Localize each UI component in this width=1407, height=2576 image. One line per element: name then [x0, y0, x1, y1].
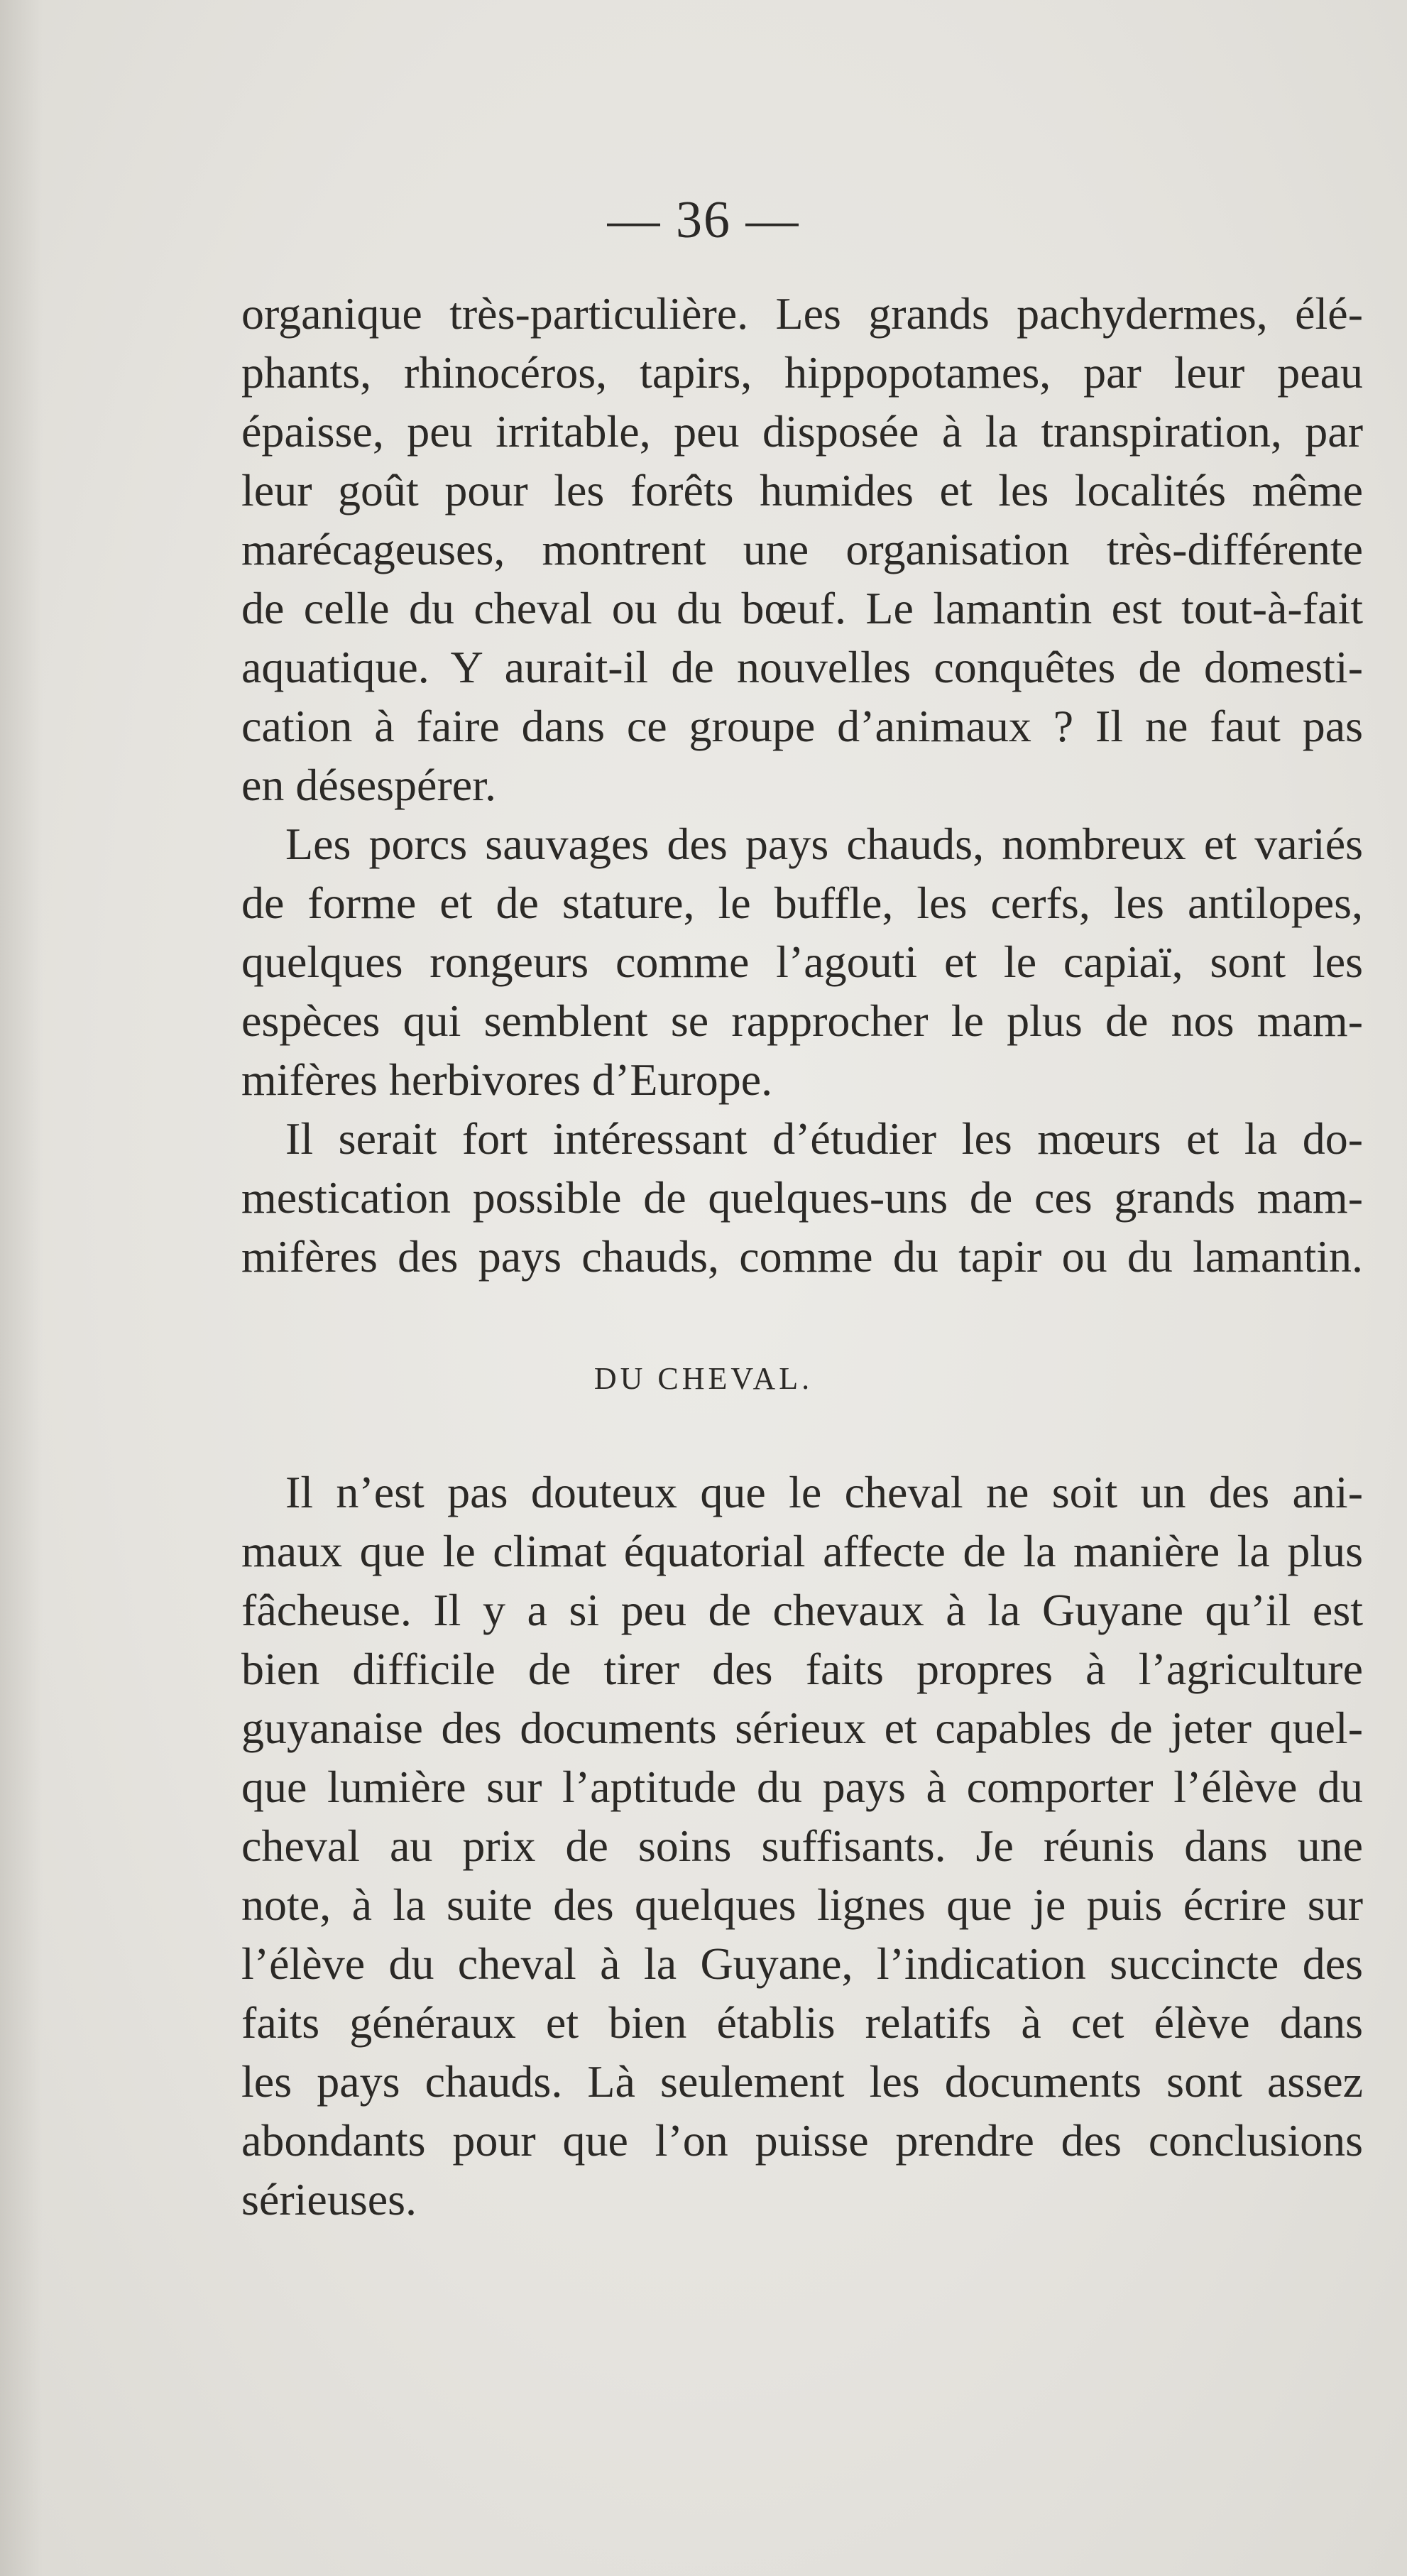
section-heading: DU CHEVAL. [593, 1361, 814, 1396]
text-line: épaisse, peu irritable, peu disposée à la transpiration, par [241, 406, 1363, 457]
text-line: cation à faire dans ce groupe d’animaux ? Il ne faut pas [241, 701, 1363, 751]
text-line: abondants pour que l’on puisse prendre des conclusions [241, 2115, 1363, 2166]
text-line: de forme et de stature, le buffle, les cerfs, les antilopes, [241, 878, 1363, 928]
text-line: l’élève du cheval à la Guyane, l’indication succincte des [241, 1938, 1363, 1989]
text-line: que lumière sur l’aptitude du pays à comporter l’élève du [241, 1762, 1363, 1812]
text-line: faits généraux et bien établis relatifs à cet élève dans [241, 1997, 1363, 2048]
text-line: espèces qui semblent se rapprocher le plus de nos mam- [241, 995, 1363, 1046]
text-line: cheval au prix de soins suffisants. Je réunis dans une [241, 1821, 1363, 1871]
text-line: sérieuses. [241, 2174, 417, 2225]
text-line: leur goût pour les forêts humides et les localités même [241, 465, 1363, 515]
text-line: mifères herbivores d’Europe. [241, 1054, 773, 1105]
text-line: Il n’est pas douteux que le cheval ne soit un des ani- [285, 1467, 1363, 1517]
text-line: les pays chauds. Là seulement les documents sont assez [241, 2056, 1363, 2107]
text-line: bien difficile de tirer des faits propres à l’agriculture [241, 1644, 1363, 1694]
text-line: phants, rhinocéros, tapirs, hippopotames, par leur peau [241, 347, 1363, 398]
paragraph-2 [241, 814, 1363, 1109]
text-line: marécageuses, montrent une organisation très-différente [241, 524, 1363, 574]
text-line: maux que le climat équatorial affecte de la manière la plus [241, 1526, 1363, 1576]
page-number: — 36 — [607, 191, 800, 249]
gutter-shadow [0, 0, 43, 2576]
text-line: Les porcs sauvages des pays chauds, nombreux et variés [285, 819, 1363, 869]
text-line: guyanaise des documents sérieux et capables de jeter quel- [241, 1703, 1363, 1753]
text-line: note, à la suite des quelques lignes que je puis écrire sur [241, 1879, 1363, 1930]
text-line: Il serait fort intéressant d’étudier les mœurs et la do- [285, 1113, 1363, 1164]
text-line: en désespérer. [241, 760, 496, 810]
text-line: mifères des pays chauds, comme du tapir ou du lamantin. [241, 1231, 1363, 1282]
text-line: aquatique. Y aurait-il de nouvelles conquêtes de domesti- [241, 642, 1363, 692]
paragraph-3 [241, 1109, 1363, 1286]
text-line: mestication possible de quelques-uns de ces grands mam- [241, 1172, 1363, 1223]
text-line: quelques rongeurs comme l’agouti et le capiaï, sont les [241, 937, 1363, 987]
paragraph-4 [241, 1463, 1363, 2229]
text-line: de celle du cheval ou du bœuf. Le lamantin est tout-à-fait [241, 583, 1363, 633]
paragraph-1 [241, 284, 1363, 814]
text-line: organique très-particulière. Les grands pachydermes, élé- [241, 288, 1363, 339]
text-line: fâcheuse. Il y a si peu de chevaux à la Guyane qu’il est [241, 1585, 1363, 1635]
